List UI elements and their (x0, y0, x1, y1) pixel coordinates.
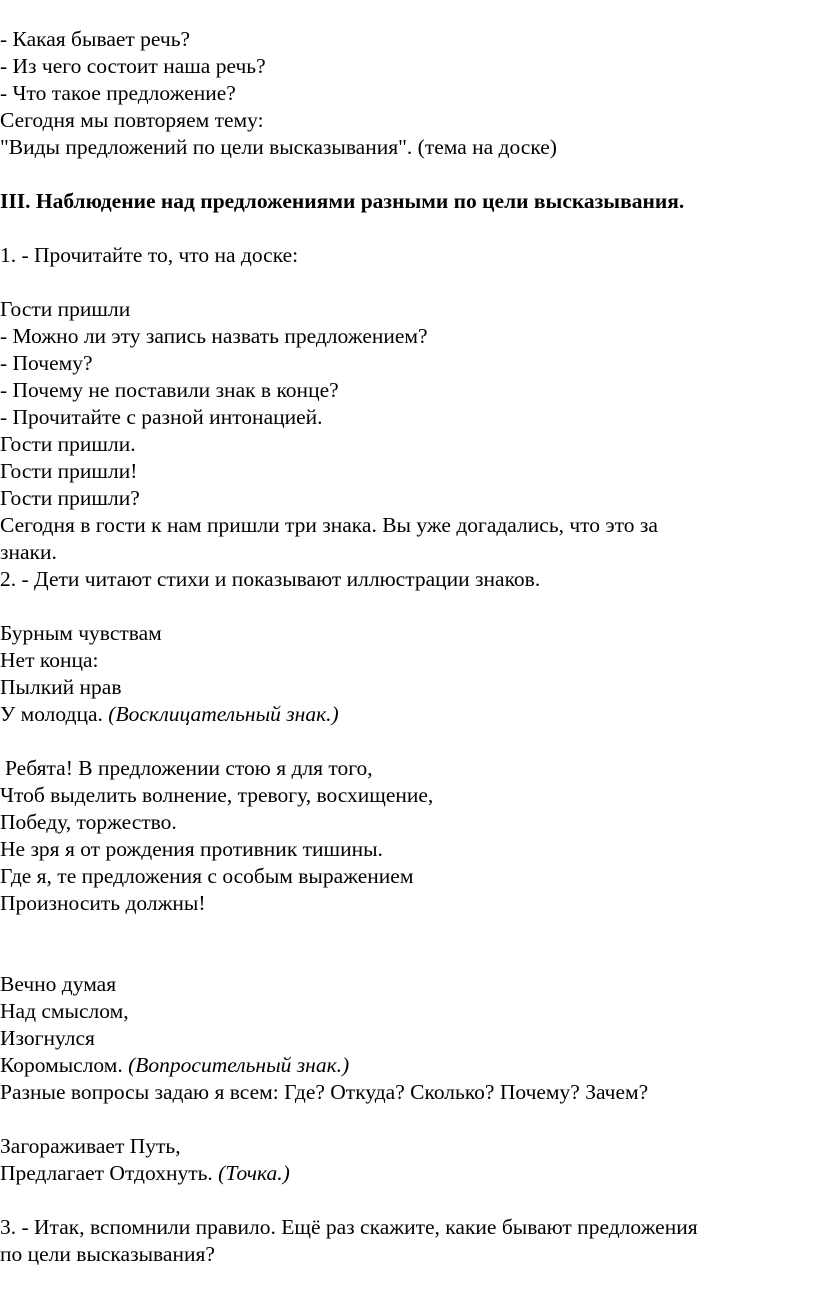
spacer (0, 593, 810, 620)
spacer (0, 917, 810, 944)
task-2: 2. - Дети читают стихи и показывают иллюстрации знаков. (0, 567, 541, 591)
exclamation-verse-line-6: Произносить должны! (0, 891, 206, 915)
spacer (0, 269, 810, 296)
poem-exclamation-line-1: Бурным чувствам (0, 621, 162, 645)
exclamation-verse-line-3: Победу, торжество. (0, 810, 177, 834)
question-verse: Разные вопросы задаю я всем: Где? Откуда? Сколько? Почему? Зачем? (0, 1080, 649, 1104)
task-3-line-1: 3. - Итак, вспомнили правило. Ещё раз скажите, какие бывают предложения (0, 1215, 698, 1239)
exclamation-verse-line-1: Ребята! В предложении стою я для того, (5, 756, 373, 780)
poem-period-last-text: Предлагает Отдохнуть. (0, 1161, 219, 1185)
intro-question-3: - Что такое предложение? (0, 81, 236, 105)
poem-exclamation-line-2: Нет конца: (0, 648, 99, 672)
poem-exclamation-answer: (Восклицательный знак.) (108, 702, 339, 726)
poem-question-line-3: Изогнулся (0, 1026, 95, 1050)
intro-topic: "Виды предложений по цели высказывания". (тема на доске) (0, 135, 557, 159)
variant-period: Гости пришли. (0, 432, 136, 456)
poem-exclamation-last-text: У молодца. (0, 702, 109, 726)
poem-question-last-text: Коромыслом. (0, 1053, 129, 1077)
poem-question-line-4 (0, 1052, 810, 1079)
exclamation-verse-line-2: Чтоб выделить волнение, тревогу, восхищение, (0, 783, 434, 807)
poem-period-line-1: Загораживает Путь, (0, 1134, 181, 1158)
poem-question-line-1: Вечно думая (0, 972, 117, 996)
spacer (0, 215, 810, 242)
poem-exclamation-line-3: Пылкий нрав (0, 675, 122, 699)
exclamation-verse-line-4: Не зря я от рождения противник тишины. (0, 837, 383, 861)
exclamation-verse-line-5: Где я, те предложения с особым выражением (0, 864, 414, 888)
board-question-4: - Прочитайте с разной интонацией. (0, 405, 323, 429)
spacer (0, 161, 810, 188)
section-3-heading: III. Наблюдение над предложениями разными по цели высказывания. (0, 189, 685, 213)
guests-line-1: Сегодня в гости к нам пришли три знака. Вы уже догадались, что это за (0, 513, 658, 537)
task-3-line-2: по цели высказывания? (0, 1242, 215, 1266)
board-question-3: - Почему не поставили знак в конце? (0, 378, 339, 402)
poem-period-answer: (Точка.) (218, 1161, 290, 1185)
board-question-1: - Можно ли эту запись назвать предложением? (0, 324, 428, 348)
variant-question: Гости пришли? (0, 486, 140, 510)
intro-question-2: - Из чего состоит наша речь? (0, 54, 266, 78)
spacer (0, 944, 810, 971)
poem-period-line-2 (0, 1160, 810, 1187)
variant-exclamation: Гости пришли! (0, 459, 138, 483)
intro-today: Сегодня мы повторяем тему: (0, 108, 264, 132)
board-question-2: - Почему? (0, 351, 93, 375)
intro-question-1: - Какая бывает речь? (0, 27, 191, 51)
poem-exclamation-line-4 (0, 701, 810, 728)
poem-question-line-2: Над смыслом, (0, 999, 129, 1023)
board-text: Гости пришли (0, 297, 131, 321)
spacer (0, 1106, 810, 1133)
spacer (0, 1187, 810, 1214)
poem-question-answer: (Вопросительный знак.) (128, 1053, 350, 1077)
task-1: 1. - Прочитайте то, что на доске: (0, 243, 299, 267)
spacer (0, 728, 810, 755)
guests-line-2: знаки. (0, 540, 57, 564)
document-page (0, 26, 810, 1268)
